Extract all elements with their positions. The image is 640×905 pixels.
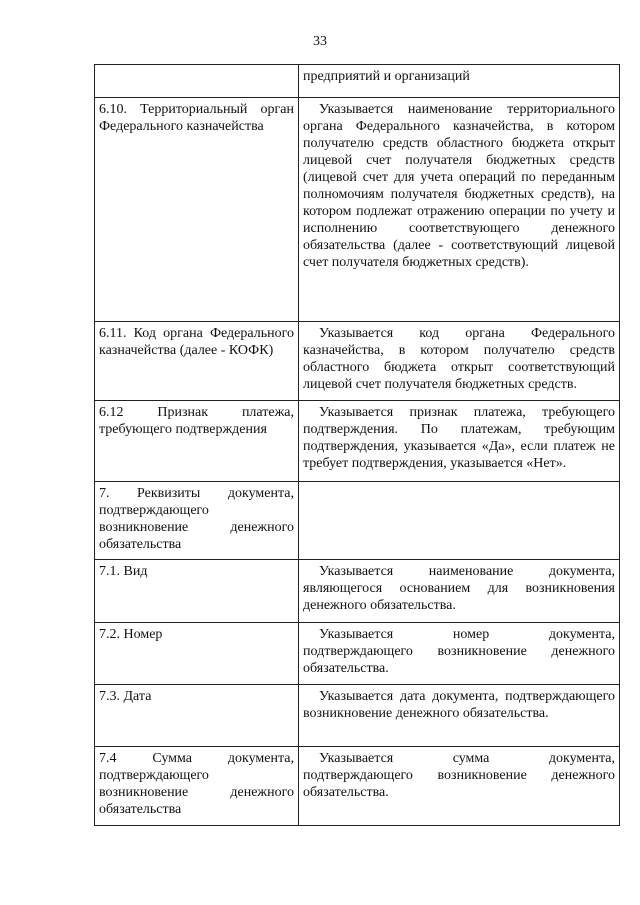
row-description-text: Указывается номер документа, подтверждающего возникновение денежного обязательства.	[303, 627, 615, 676]
row-description-text: Указывается наименование документа, являющегося основанием для возникновения денежного обязательства.	[303, 564, 615, 613]
row-field-cell	[95, 623, 299, 685]
table-row	[95, 685, 620, 747]
row-field-text: 7.2. Номер	[99, 627, 163, 642]
row-description-cell	[299, 685, 620, 747]
row-field-cell	[95, 98, 299, 322]
table-row	[95, 98, 620, 322]
row-field-cell	[95, 482, 299, 560]
table-row	[95, 322, 620, 401]
row-field-text: 6.11. Код органа Федерального казначейства (далее - КОФК)	[99, 326, 294, 358]
row-description-cell	[299, 482, 620, 560]
row-field-cell	[95, 560, 299, 623]
row-field-text: 7.1. Вид	[99, 564, 148, 579]
row-description-text: Указывается наименование территориального органа Федерального казначейства, в котором получателю средств областного бюджета открыт лицевой счет получателя бюджетных средств (лицевой счет для учета операций по переданным полномочиям получателя бюджетных средств), на котором подлежат отражению операции по учету и исполнению соответствующего денежного обязательства (далее - соответствующий лицевой счет получателя бюджетных средств).	[303, 102, 615, 270]
row-description-cell	[299, 747, 620, 826]
row-field-cell	[95, 65, 299, 98]
requisites-table	[94, 64, 620, 826]
row-field-cell	[95, 747, 299, 826]
table-row	[95, 482, 620, 560]
row-field-cell	[95, 322, 299, 401]
row-field-cell	[95, 685, 299, 747]
row-description-cell	[299, 401, 620, 482]
row-field-cell	[95, 401, 299, 482]
row-description-text: Указывается дата документа, подтверждающего возникновение денежного обязательства.	[303, 689, 615, 721]
row-field-text: 6.10. Территориальный орган Федерального казначейства	[99, 102, 294, 134]
row-description-cell	[299, 322, 620, 401]
row-field-text: 7. Реквизиты документа, подтверждающего возникновение денежного обязательства	[99, 486, 294, 552]
row-field-text: 6.12 Признак платежа, требующего подтверждения	[99, 405, 294, 437]
table-row	[95, 560, 620, 623]
row-description-text: предприятий и организаций	[303, 69, 470, 84]
row-field-text: 7.4 Сумма документа, подтверждающего возникновение денежного обязательства	[99, 751, 294, 817]
row-description-text: Указывается признак платежа, требующего подтверждения. По платежам, требующим подтверждения, указывается «Да», если платеж не требует подтверждения, указывается «Нет».	[303, 405, 615, 471]
table-row	[95, 623, 620, 685]
row-description-cell	[299, 98, 620, 322]
row-description-text: Указывается код органа Федерального казначейства, в котором получателю средств областного бюджета открыт соответствующий лицевой счет получателя бюджетных средств.	[303, 326, 615, 392]
table-row	[95, 65, 620, 98]
row-field-text: 7.3. Дата	[99, 689, 152, 704]
row-description-cell	[299, 560, 620, 623]
row-description-cell	[299, 65, 620, 98]
row-description-text: Указывается сумма документа, подтверждающего возникновение денежного обязательства.	[303, 751, 615, 800]
table-row	[95, 401, 620, 482]
table-row	[95, 747, 620, 826]
page-number: 33	[313, 34, 327, 49]
row-description-cell	[299, 623, 620, 685]
